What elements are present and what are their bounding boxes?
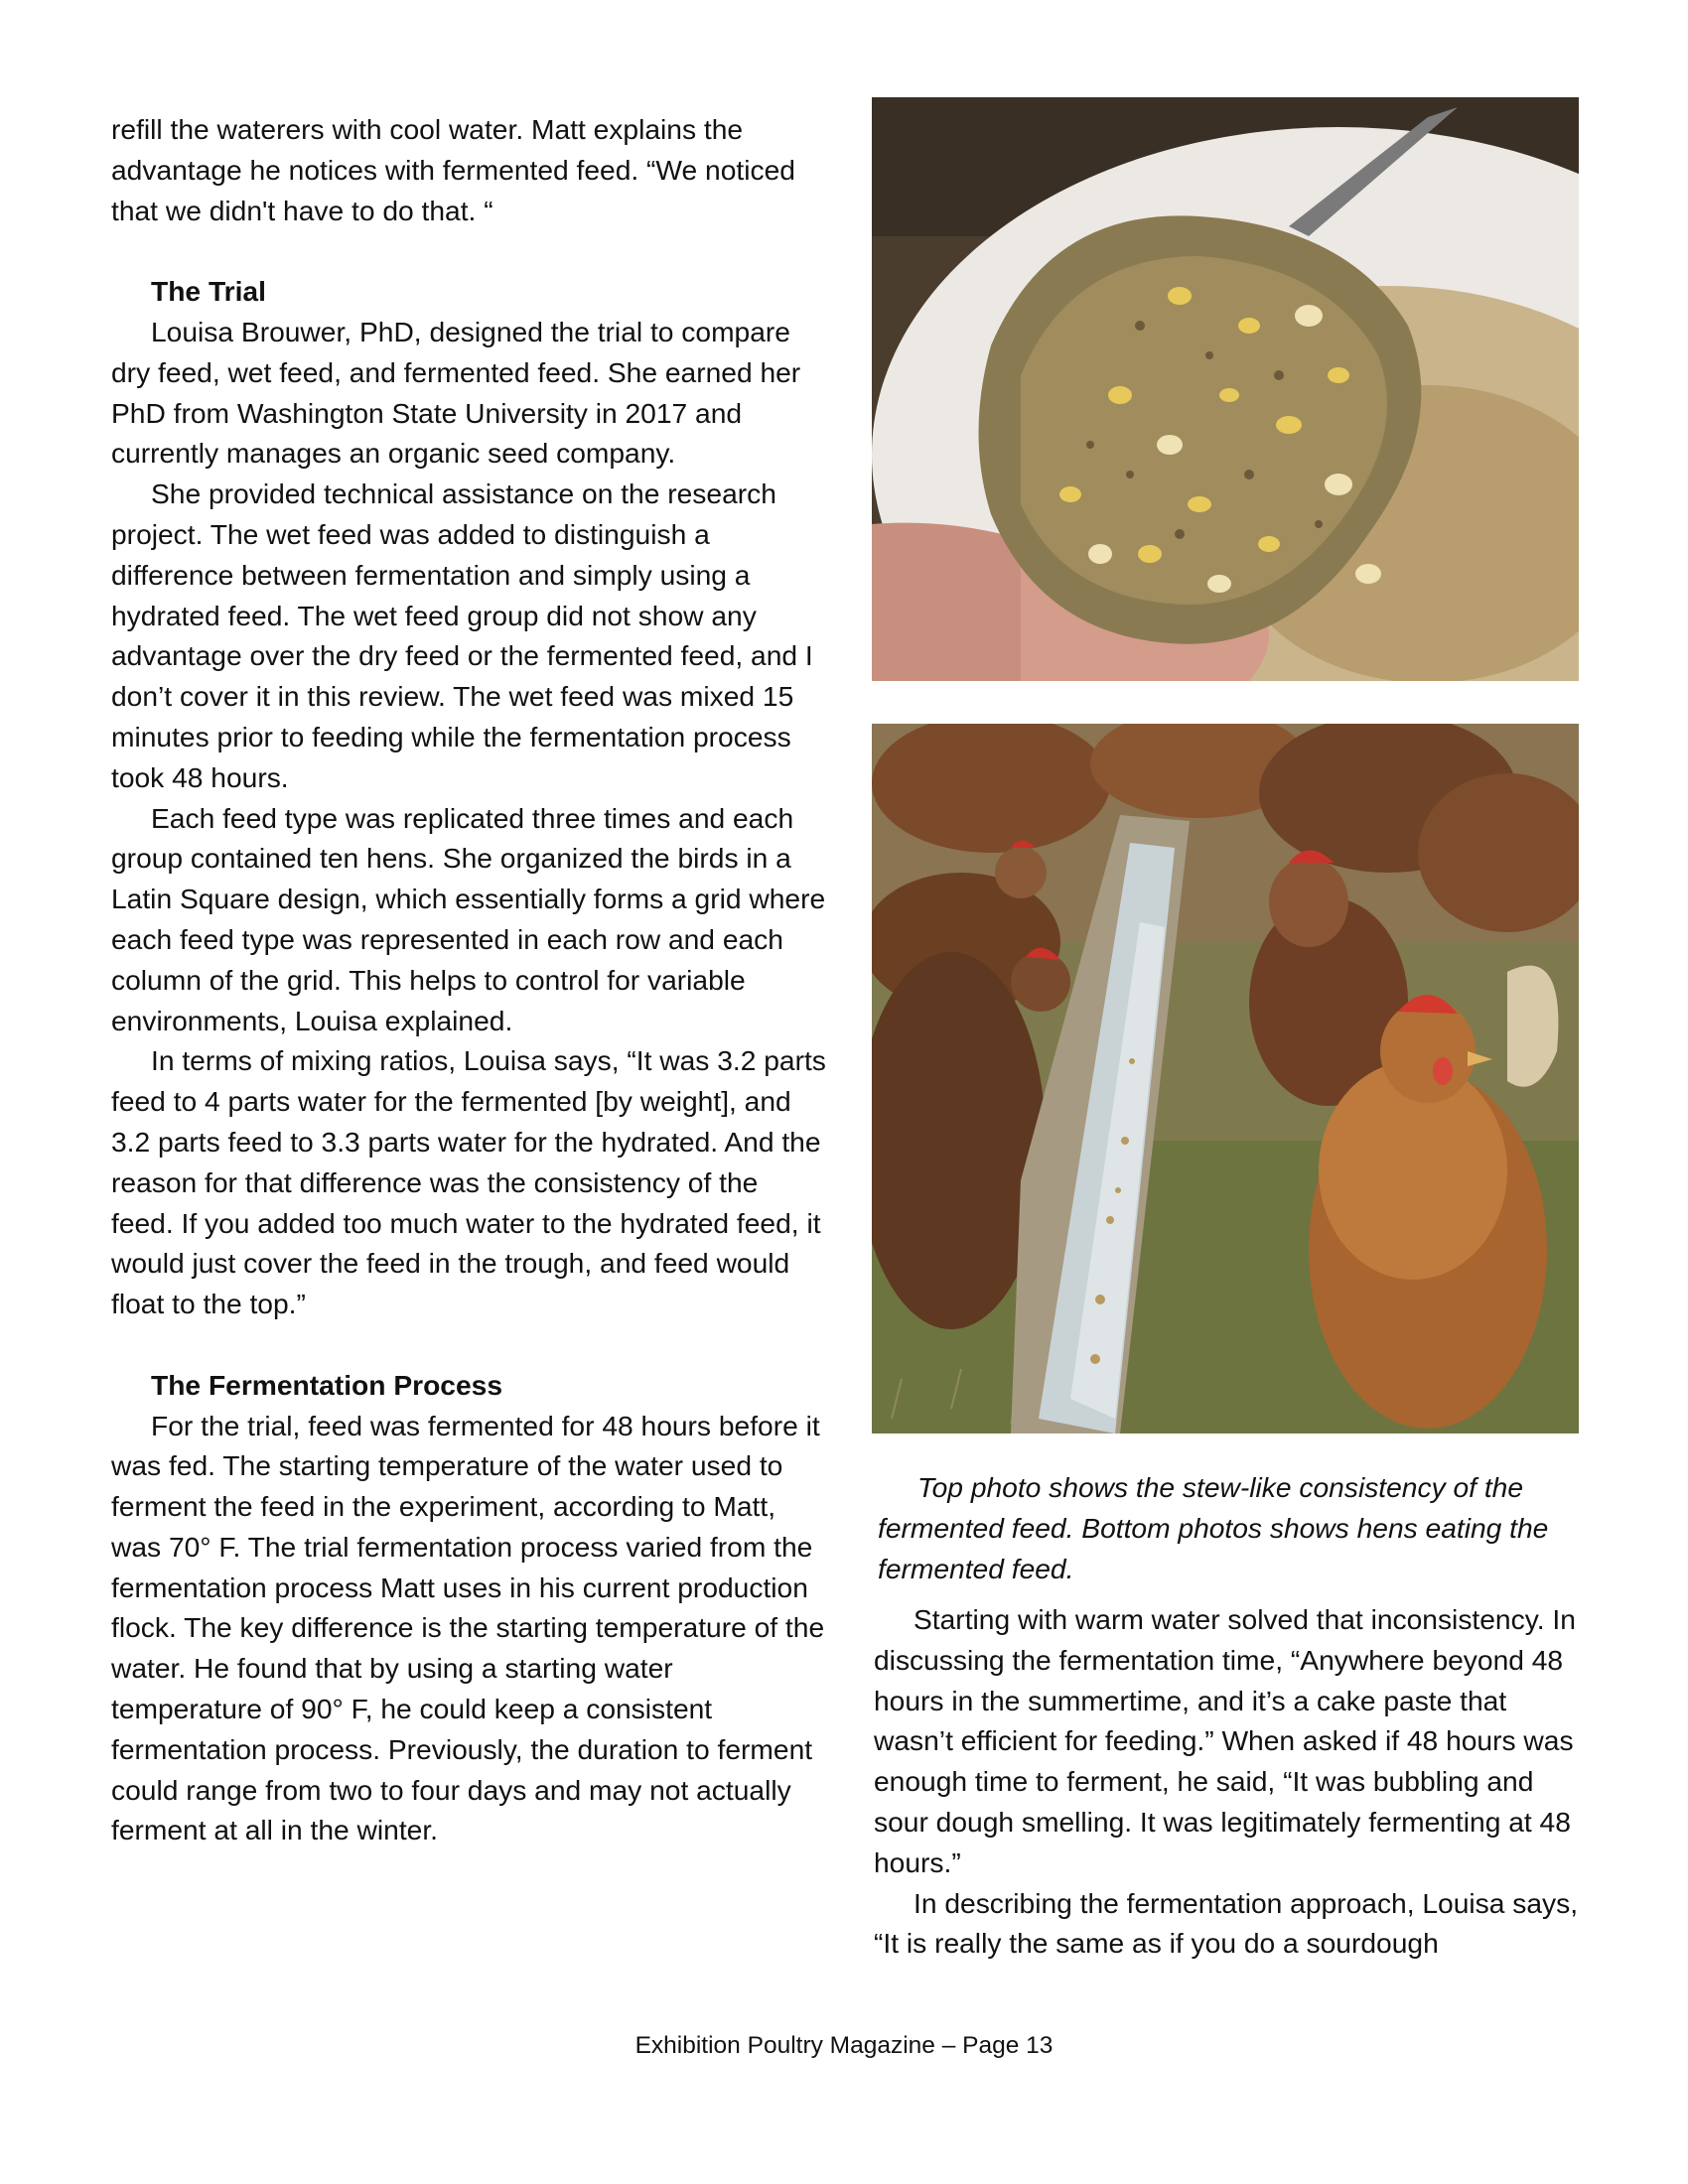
heading-fermentation-process: The Fermentation Process [151, 1368, 503, 1401]
paragraph-intro: refill the waterers with cool water. Matt explains the advantage he notices with fermented feed. “We noticed that we didn't have to do that. “ [111, 113, 795, 226]
paragraph-latin-square: Each feed type was replicated three times and each group contained ten hens. She organized the birds in a Latin Square design, which essentially forms a grid where each feed type was represented in each row and each column of the grid. This helps to control for variable environments, Louisa explained. [111, 801, 826, 1036]
right-column [874, 1599, 1585, 1964]
left-column [111, 109, 826, 1850]
paragraph-trial-design: Louisa Brouwer, PhD, designed the trial to compare dry feed, wet feed, and fermented feed. She earned her PhD from Washington State University in 2017 and currently manages an organic seed company. [111, 315, 801, 470]
paragraph-sourdough: In describing the fermentation approach, Louisa says, “It is really the same as if you do a sourdough [874, 1886, 1579, 1960]
hens-trough-illustration [872, 724, 1579, 1433]
fermented-feed-photo [872, 97, 1579, 681]
heading-the-trial: The Trial [151, 275, 266, 308]
fermented-feed-illustration [872, 97, 1579, 681]
photo-caption [878, 1439, 1573, 1617]
paragraph-fermentation: For the trial, feed was fermented for 48 hours before it was fed. The starting temperature of the water used to ferment the feed in the experiment, according to Matt, was 70° F. The trial fermentation process varied from the fermentation process Matt uses in his current production flock. The key difference is the starting temperature of the water. He found that by using a starting water temperature of 90° F, he could keep a consistent fermentation process. Previously, the duration to ferment could range from two to four days and may not actually ferment at all in the winter. [111, 1409, 825, 1846]
hens-trough-photo [872, 724, 1579, 1433]
caption-text: Top photo shows the stew-like consistency of the fermented feed. Bottom photos shows hens eating the fermented feed. [878, 1471, 1549, 1584]
paragraph-technical-assistance: She provided technical assistance on the research project. The wet feed was added to distinguish a difference between fermentation and simply using a hydrated feed. The wet feed group did not show any advantage over the dry feed or the fermented feed, and I don’t cover it in this review. The wet feed was mixed 15 minutes prior to feeding while the fermentation process took 48 hours. [111, 478, 813, 793]
page-footer: Exhibition Poultry Magazine – Page 13 [634, 2032, 1054, 2059]
paragraph-warm-water: Starting with warm water solved that inconsistency. In discussing the fermentation time, “Anywhere beyond 48 hours in the summertime, and it’s a cake paste that wasn’t efficient for feeding.” When asked if 48 hours was enough time to ferment, he said, “It was bubbling and sour dough smelling. It was legitimately fermenting at 48 hours.” [874, 1603, 1576, 1878]
paragraph-mixing-ratios: In terms of mixing ratios, Louisa says, “It was 3.2 parts feed to 4 parts water for the fermented [by weight], and 3.2 parts feed to 3.3 parts water for the hydrated. And the reason for that difference was the consistency of the feed. If you added too much water to the hydrated feed, it would just cover the feed in the trough, and feed would float to the top.” [111, 1044, 826, 1320]
